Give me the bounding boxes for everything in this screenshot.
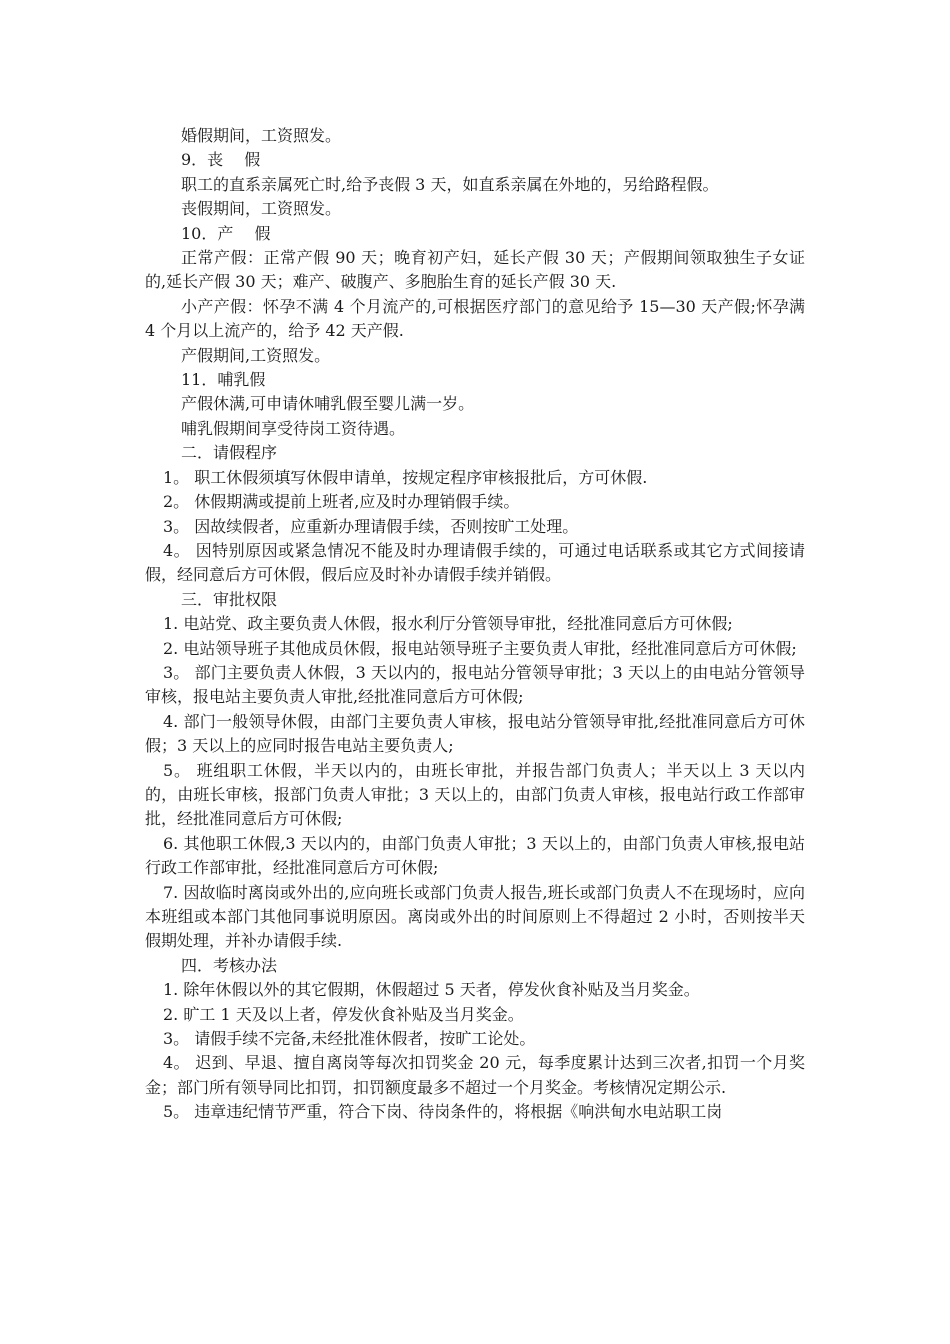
- list-item: 3。 请假手续不完备,未经批准休假者，按旷工论处。: [163, 1029, 536, 1049]
- paragraph: 小产产假：怀孕不满 4 个月流产的,可根据医疗部门的意见给予 15—30 天产假;怀孕满 4 个月以上流产的，给予 42 天产假.: [145, 296, 805, 341]
- list-item: 1. 电站党、政主要负责人休假，报水利厅分管领导审批，经批准同意后方可休假;: [163, 614, 733, 634]
- section-heading-approval-authority: 三．审批权限: [181, 589, 278, 609]
- paragraph: 哺乳假期间享受待岗工资待遇。: [181, 418, 406, 438]
- document-body: [145, 124, 805, 1125]
- section-heading-maternity-leave: 10．产 假: [181, 223, 271, 243]
- list-item: 1. 除年休假以外的其它假期，休假超过 5 天者，停发伙食补贴及当月奖金。: [163, 980, 700, 1000]
- section-heading-assessment: 四．考核办法: [181, 955, 278, 975]
- list-item: 4. 部门一般领导休假，由部门主要负责人审核，报电站分管领导审批,经批准同意后方可休假；3 天以上的应同时报告电站主要负责人;: [145, 711, 805, 756]
- list-item: 3。 因故续假者，应重新办理请假手续，否则按旷工处理。: [163, 516, 579, 536]
- list-item: 2. 电站领导班子其他成员休假，报电站领导班子主要负责人审批，经批准同意后方可休假;: [163, 638, 797, 658]
- paragraph: 丧假期间，工资照发。: [181, 199, 342, 219]
- paragraph: 产假休满,可申请休哺乳假至婴儿满一岁。: [181, 394, 475, 414]
- paragraph: 职工的直系亲属死亡时,给予丧假 3 天，如直系亲属在外地的，另给路程假。: [181, 174, 719, 194]
- list-item: 4。 因特别原因或紧急情况不能及时办理请假手续的，可通过电话联系或其它方式间接请假，经同意后方可休假，假后应及时补办请假手续并销假。: [145, 540, 805, 585]
- list-item: 3。 部门主要负责人休假，3 天以内的，报电站分管领导审批；3 天以上的由电站分管领导审核，报电站主要负责人审批,经批准同意后方可休假;: [145, 662, 805, 707]
- list-item: 7. 因故临时离岗或外出的,应向班长或部门负责人报告,班长或部门负责人不在现场时，应向本班组或本部门其他同事说明原因。离岗或外出的时间原则上不得超过 2 小时，否则按半天假期处理，并补办请假手续.: [145, 882, 805, 951]
- list-item: 6. 其他职工休假,3 天以内的，由部门负责人审批；3 天以上的，由部门负责人审核,报电站行政工作部审批，经批准同意后方可休假;: [145, 833, 805, 878]
- list-item: 2. 旷工 1 天及以上者，停发伙食补贴及当月奖金。: [163, 1004, 524, 1024]
- list-item: 1。 职工休假须填写休假申请单，按规定程序审核报批后，方可休假.: [163, 467, 648, 487]
- list-item: 2。 休假期满或提前上班者,应及时办理销假手续。: [163, 492, 520, 512]
- list-item: 4。 迟到、早退、擅自离岗等每次扣罚奖金 20 元，每季度累计达到三次者,扣罚一个月奖金；部门所有领导同比扣罚，扣罚额度最多不超过一个月奖金。考核情况定期公示.: [145, 1053, 805, 1097]
- section-heading-nursing-leave: 11．哺乳假: [181, 370, 266, 390]
- paragraph: 正常产假：正常产假 90 天；晚育初产妇，延长产假 30 天；产假期间领取独生子女证的,延长产假 30 天；难产、破腹产、多胞胎生育的延长产假 30 天.: [145, 248, 805, 292]
- paragraph: 婚假期间，工资照发。: [181, 126, 342, 145]
- list-item: 5。 违章违纪情节严重，符合下岗、待岗条件的，将根据《响洪甸水电站职工岗: [163, 1102, 723, 1122]
- section-heading-leave-procedure: 二．请假程序: [181, 443, 278, 463]
- list-item: 5。 班组职工休假，半天以内的，由班长审批，并报告部门负责人；半天以上 3 天以内的，由班长审核，报部门负责人审批；3 天以上的，由部门负责人审核，报电站行政工作部审批，经批准同意后方可休假;: [145, 760, 805, 829]
- section-heading-funeral-leave: 9．丧 假: [181, 150, 261, 170]
- paragraph: 产假期间,工资照发。: [181, 345, 331, 365]
